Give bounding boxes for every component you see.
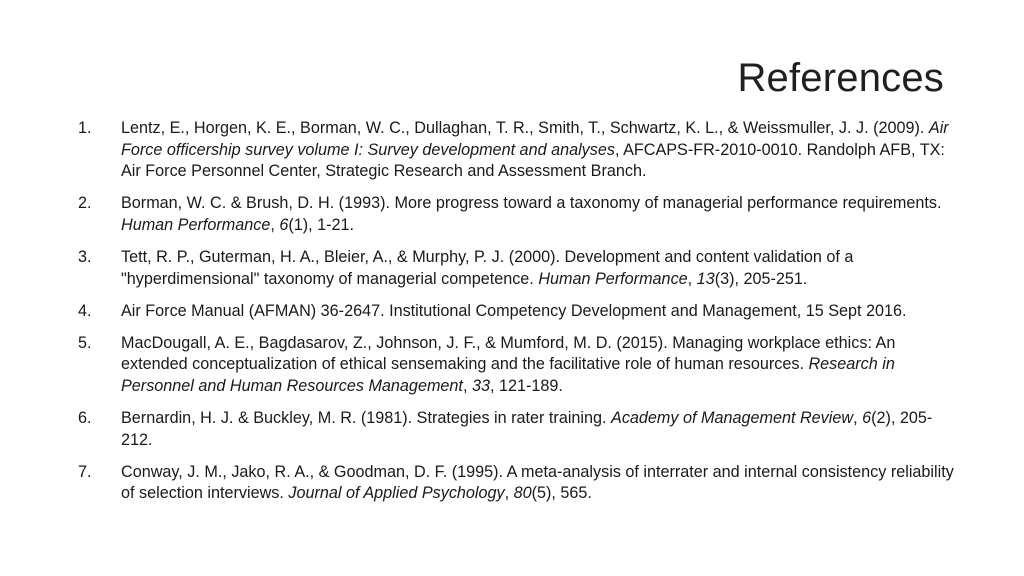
reference-segment: , [462, 376, 472, 395]
reference-text [121, 194, 942, 234]
reference-number: 4. [78, 301, 92, 320]
reference-text [121, 119, 949, 180]
reference-segment: , AFCAPS-FR-2010-0010. Randolph AFB, TX: Air Force Personnel Center, Strategic Research and Assessment Branch. [121, 140, 945, 181]
reference-italic-segment: Academy of Management Review [611, 409, 854, 428]
reference-segment: MacDougall, A. E., Bagdasarov, Z., Johnson, J. F., & Mumford, M. D. (2015). Managing workplace ethics: An extended conceptualization of ethical sensemaking and the facilitative role of human resources. [121, 333, 896, 374]
reference-italic-segment: Air Force officership survey volume I: Survey development and analyses [121, 119, 949, 159]
reference-italic-segment: Research in Personnel and Human Resources Management [121, 355, 895, 395]
reference-item [78, 247, 958, 290]
reference-number: 7. [78, 462, 92, 481]
reference-segment: Air Force Manual (AFMAN) 36-2647. Institutional Competency Development and Management, 15 Sept 2016. [121, 301, 907, 320]
reference-text [121, 302, 907, 320]
reference-item [78, 301, 958, 323]
references-list [78, 118, 958, 515]
reference-text [121, 463, 954, 503]
reference-segment: , [504, 484, 514, 503]
reference-italic-segment: 6 [279, 215, 289, 234]
page-title: References [737, 56, 944, 100]
reference-text [121, 409, 932, 449]
reference-segment: (3), 205-251. [714, 269, 808, 288]
reference-item [78, 408, 958, 451]
reference-segment: (2), 205-212. [121, 409, 933, 449]
reference-segment: Tett, R. P., Guterman, H. A., Bleier, A., & Murphy, P. J. (2000). Development and content validation of a "hyperdimensional" taxonomy of managerial competence. [121, 247, 854, 288]
reference-number: 5. [78, 333, 92, 352]
reference-italic-segment: 6 [862, 409, 872, 428]
reference-segment: Bernardin, H. J. & Buckley, M. R. (1981). Strategies in rater training. [121, 409, 612, 428]
reference-segment: Borman, W. C. & Brush, D. H. (1993). More progress toward a taxonomy of managerial performance requirements. [121, 194, 942, 213]
reference-italic-segment: 13 [696, 269, 715, 288]
reference-italic-segment: Journal of Applied Psychology [288, 484, 505, 503]
reference-item [78, 333, 958, 398]
reference-segment: Lentz, E., Horgen, K. E., Borman, W. C., Dullaghan, T. R., Smith, T., Schwartz, K. L., & Weissmuller, J. J. (2009). [121, 119, 929, 137]
reference-number: 3. [78, 247, 92, 266]
reference-text [121, 248, 853, 288]
reference-segment: (1), 1-21. [288, 215, 355, 234]
reference-italic-segment: 80 [513, 484, 532, 503]
reference-number: 6. [78, 409, 92, 428]
reference-segment: , [853, 409, 863, 428]
reference-number: 2. [78, 194, 92, 213]
reference-segment: , 121-189. [489, 376, 563, 395]
reference-number: 1. [78, 119, 92, 137]
reference-italic-segment: Human Performance [538, 269, 688, 288]
reference-text [121, 334, 895, 395]
reference-italic-segment: Human Performance [121, 215, 271, 234]
reference-segment: , [687, 269, 697, 288]
reference-segment: (5), 565. [531, 484, 592, 503]
reference-segment: Conway, J. M., Jako, R. A., & Goodman, D. F. (1995). A meta-analysis of interrater and internal consistency reliability of selection interviews. [121, 462, 954, 503]
reference-item [78, 462, 958, 505]
reference-segment: , [270, 215, 280, 234]
reference-item [78, 118, 958, 183]
reference-italic-segment: 33 [471, 376, 490, 395]
reference-item [78, 193, 958, 236]
